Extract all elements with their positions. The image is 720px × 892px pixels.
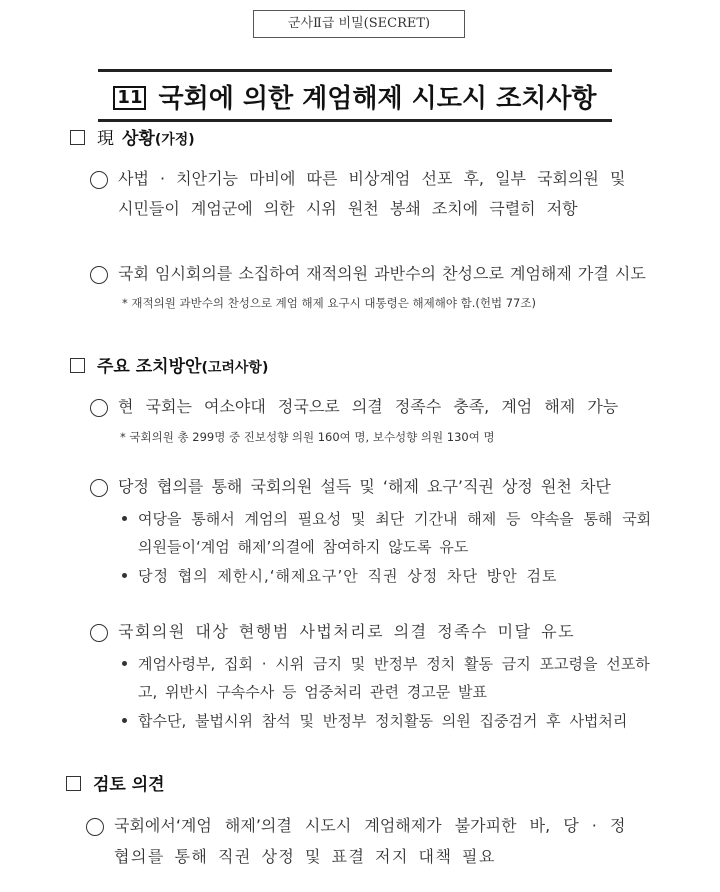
title-text: 국회에 의한 계엄해제 시도시 조치사항 bbox=[158, 84, 597, 114]
section-hanja: 現 bbox=[97, 129, 114, 149]
circle-bullet-icon bbox=[90, 171, 108, 189]
item-line: 시민들이 계엄군에 의한 시위 원천 봉쇄 조치에 극렬히 저항 bbox=[118, 199, 578, 218]
checkbox-square-icon bbox=[70, 130, 85, 145]
item-line: 당정 협의를 통해 국회의원 설득 및 ‘해제 요구’직권 상정 원천 차단 bbox=[118, 477, 611, 496]
bullet-dot-icon bbox=[122, 573, 127, 578]
classification-label: 군사Ⅱ급 비밀(SECRET) bbox=[253, 10, 465, 38]
bullet-line: 여당을 통해서 계엄의 필요성 및 최단 기간내 해제 등 약속을 통해 국회 bbox=[138, 510, 652, 528]
item-line: 국회 임시회의를 소집하여 재적의원 과반수의 찬성으로 계엄해제 가결 시도 bbox=[118, 264, 646, 283]
footnote: * 국회의원 총 299명 중 진보성향 의원 160여 명, 보수성향 의원 130여 명 bbox=[120, 430, 495, 444]
circle-bullet-icon bbox=[90, 479, 108, 497]
section-title: 주요 조치방안 bbox=[97, 357, 202, 377]
bullet-dot-icon bbox=[122, 516, 127, 521]
section-heading-situation bbox=[70, 124, 195, 149]
bullet-line: 계엄사령부, 집회 · 시위 금지 및 반정부 정치 활동 금지 포고령을 선포하 bbox=[138, 655, 650, 673]
bullet-line: 고, 위반시 구속수사 등 엄중처리 관련 경고문 발표 bbox=[138, 683, 487, 701]
circle-bullet-icon bbox=[86, 818, 104, 836]
item-line: 국회의원 대상 현행범 사법처리로 의결 정족수 미달 유도 bbox=[118, 622, 576, 641]
bullet-line: 의원들이‘계엄 해제’의결에 참여하지 않도록 유도 bbox=[138, 538, 469, 556]
page-title bbox=[98, 78, 612, 115]
bullet-line: 당정 협의 제한시,‘해제요구’안 직권 상정 차단 방안 검토 bbox=[138, 567, 558, 585]
bullet-dot-icon bbox=[122, 661, 127, 666]
circle-bullet-icon bbox=[90, 266, 108, 284]
section-title: 상황 bbox=[122, 129, 155, 149]
item-line: 협의를 통해 직권 상정 및 표결 저지 대책 필요 bbox=[114, 847, 496, 866]
item-line: 현 국회는 여소야대 정국으로 의결 정족수 충족, 계엄 해제 가능 bbox=[118, 397, 619, 416]
circle-bullet-icon bbox=[90, 399, 108, 417]
title-number: 11 bbox=[113, 86, 146, 110]
section-subtitle: (가정) bbox=[154, 132, 195, 148]
circle-bullet-icon bbox=[90, 624, 108, 642]
section-subtitle: (고려사항) bbox=[201, 360, 269, 376]
title-top-rule bbox=[98, 69, 612, 72]
section-title: 검토 의견 bbox=[93, 775, 165, 795]
item-line: 국회에서‘계엄 해제’의결 시도시 계엄해제가 불가피한 바, 당 · 정 bbox=[114, 816, 626, 835]
footnote: * 재적의원 과반수의 찬성으로 계엄 해제 요구시 대통령은 해제해야 함.(헌법 77조) bbox=[122, 296, 536, 310]
checkbox-square-icon bbox=[66, 776, 81, 791]
section-heading-review bbox=[66, 770, 165, 795]
item-line: 사법 · 치안기능 마비에 따른 비상계엄 선포 후, 일부 국회의원 및 bbox=[118, 169, 626, 188]
section-heading-measures bbox=[70, 352, 268, 377]
bullet-dot-icon bbox=[122, 718, 127, 723]
checkbox-square-icon bbox=[70, 358, 85, 373]
bullet-line: 합수단, 불법시위 참석 및 반정부 정치활동 의원 집중검거 후 사법처리 bbox=[138, 712, 628, 730]
title-bottom-rule bbox=[98, 119, 612, 122]
